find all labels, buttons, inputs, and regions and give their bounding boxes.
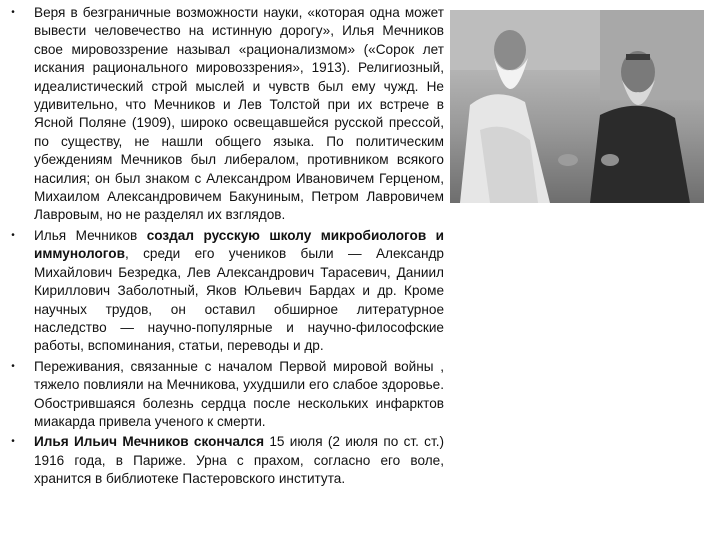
bullet-list (8, 4, 444, 491)
bullet-item (8, 4, 444, 225)
bullet-marker: • (11, 436, 15, 448)
bullet-marker: • (11, 360, 15, 372)
bullet-marker: • (11, 7, 15, 18)
bullet-marker: • (11, 229, 15, 241)
bullet-text-bold: Илья Ильич Мечников скончался (34, 434, 265, 450)
bullet-text: Илья Мечников (34, 227, 147, 243)
bullet-text: , среди его учеников были — Александр Михайлович Безредка, Лев Александрович Тарасевич, Даниил Кириллович Заболотный, Яков Юльевич Бардах и др. Кроме научных трудов, он оставил обширное литературное наследство — научно-популярные и научно-философские работы, вспоминания, статьи, переводы и др. (34, 246, 444, 354)
bullet-item (8, 358, 444, 432)
bullet-text: 15 июля (2 июля по ст. ст.) 1916 года, в Париже. Урна с прахом, согласно его воле, хранится в библиотеке Пастеровского института. (34, 434, 444, 487)
bullet-text: Переживания, связанные с началом Первой мировой войны , тяжело повлияли на Мечникова, ухудшили его слабое здоровье. Обострившаяся болезнь сердца после нескольких инфарктов миакарда привела ученого к смерти. (34, 358, 444, 429)
bullet-item (8, 227, 444, 356)
photo-tolstoy-mechnikov (450, 10, 704, 203)
photo-image (450, 10, 704, 203)
bullet-text-bold: создал русскую школу микробиологов и иммунологов (34, 227, 444, 262)
bullet-item (8, 433, 444, 488)
bullet-text: Веря в безграничные возможности науки, «которая одна может вывести человечество на истинную дорогу», Илья Мечников свое мировоззрение называл «рационализмом» («Сорок лет искания рационального мировоззрения», 1913). Религиозный, идеалистический строй мыслей и чувств был ему чужд. Не удивительно, что Мечников и Лев Толстой при их встрече в Ясной Поляне (1909), широко освещавшейся русской прессой, по существу, не нашли общего языка. По политическим убеждениям Мечников был либералом, противником всякого насилия; он был знаком с Александром Ивановичем Герценом, Михаилом Александровичем Бакуниным, Петром Лавровичем Лавровым, но не разделял их взглядов. (34, 5, 444, 223)
